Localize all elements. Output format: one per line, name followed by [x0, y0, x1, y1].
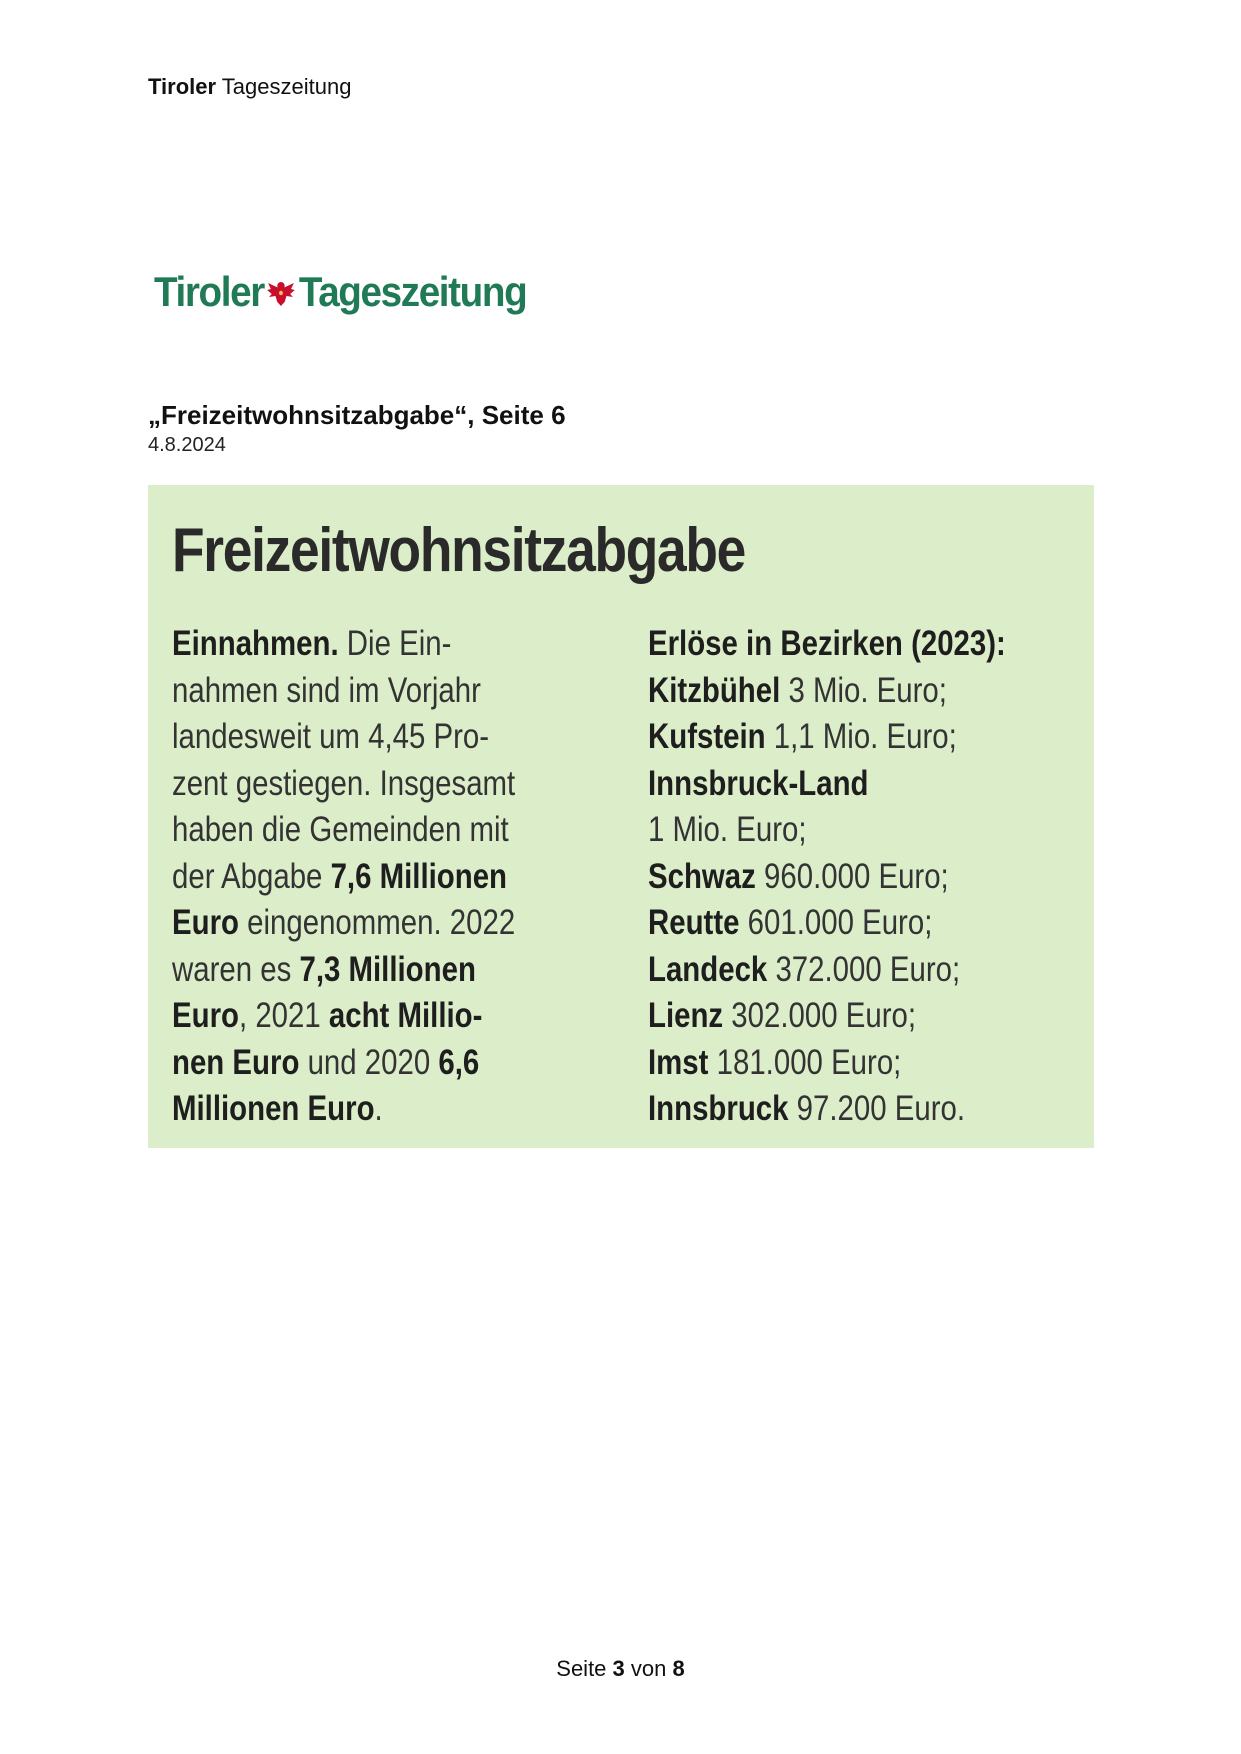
text-line [648, 854, 1006, 901]
logo-text-left: Tiroler [154, 268, 264, 315]
text-line [172, 668, 515, 715]
text-segment: landesweit um 4,45 Pro- [172, 717, 490, 756]
bold-text: Reutte [648, 903, 740, 942]
text-segment: 3 Mio. Euro; [780, 670, 947, 710]
text-segment: und 2020 [299, 1042, 439, 1082]
bold-text: Millionen Euro [172, 1089, 375, 1128]
text-line [648, 807, 1006, 854]
logo-text-right: Tageszeitung [298, 268, 527, 315]
text-segment: 601.000 Euro; [739, 903, 933, 942]
page-footer [0, 1656, 1241, 1682]
bold-text: Schwaz [648, 856, 756, 896]
footer-total-pages: 8 [672, 1656, 685, 1681]
footer-prefix: Seite [556, 1656, 613, 1681]
tyrolean-eagle-icon [266, 275, 297, 309]
text-line [648, 900, 1006, 947]
text-segment: nahmen sind im Vorjahr [172, 670, 481, 710]
footer-page-number: 3 [612, 1656, 625, 1681]
text-line [172, 1086, 515, 1133]
text-segment: 960.000 Euro; [755, 856, 949, 896]
text-line [172, 1040, 515, 1087]
text-segment: 97.200 Euro. [788, 1089, 966, 1128]
text-segment: zent gestiegen. Insgesamt [172, 763, 516, 803]
text-line [172, 807, 515, 854]
text-line [172, 714, 515, 761]
text-line [172, 947, 515, 994]
bold-text: Euro [172, 996, 239, 1035]
text-segment: der Abgabe [172, 856, 331, 896]
article-box [148, 485, 1094, 1148]
text-line [172, 900, 515, 947]
bold-text: Lienz [648, 996, 724, 1035]
bold-text: 6,6 [438, 1042, 480, 1082]
text-segment: haben die Gemeinden mit [172, 810, 509, 849]
text-line [648, 668, 1006, 715]
text-segment: 1,1 Mio. Euro; [765, 717, 957, 756]
footer-middle: von [624, 1656, 673, 1681]
bold-text: nen Euro [172, 1042, 300, 1082]
bold-text: 7,6 Millionen [330, 856, 508, 896]
text-segment: Die Ein- [338, 624, 452, 663]
text-line [172, 993, 515, 1040]
bold-text: Kitzbühel [648, 670, 781, 710]
text-line [172, 761, 515, 808]
page-header [148, 74, 351, 100]
article-text-left [172, 621, 515, 1133]
text-segment: 1 Mio. Euro; [648, 810, 807, 849]
bold-text: Innsbruck-Land [648, 763, 869, 803]
text-line [648, 993, 1006, 1040]
bold-text: acht Millio- [328, 996, 483, 1035]
document-title: „Freizeitwohnsitzabgabe“, Seite 6 [148, 400, 566, 430]
text-line [648, 1040, 1006, 1087]
text-line [648, 1086, 1006, 1133]
newspaper-logo [154, 262, 526, 322]
text-line [172, 621, 515, 668]
text-line [172, 854, 515, 901]
bold-text: Imst [648, 1042, 709, 1082]
bold-text: Kufstein [648, 717, 766, 756]
text-line [648, 947, 1006, 994]
article-headline: Freizeitwohnsitzabgabe [172, 516, 746, 585]
document-date: 4.8.2024 [148, 434, 226, 456]
bold-text: Einnahmen. [172, 624, 339, 663]
header-brand-bold: Tiroler [148, 74, 217, 99]
text-line [648, 761, 1006, 808]
article-text-right [648, 621, 1006, 1133]
text-segment: waren es [172, 949, 300, 989]
text-segment: 181.000 Euro; [708, 1042, 902, 1082]
bold-text: Innsbruck [648, 1089, 789, 1128]
text-segment: eingenommen. 2022 [238, 903, 516, 942]
text-segment: 372.000 Euro; [767, 949, 961, 989]
text-segment: , 2021 [238, 996, 329, 1035]
text-line [648, 714, 1006, 761]
header-brand-rest: Tageszeitung [221, 74, 352, 99]
bold-text: Landeck [648, 949, 768, 989]
bold-text: Erlöse in Bezirken (2023): [648, 624, 1006, 663]
text-segment: 302.000 Euro; [723, 996, 917, 1035]
text-segment: . [374, 1089, 383, 1128]
text-line [648, 621, 1006, 668]
bold-text: Euro [172, 903, 239, 942]
bold-text: 7,3 Millionen [299, 949, 476, 989]
